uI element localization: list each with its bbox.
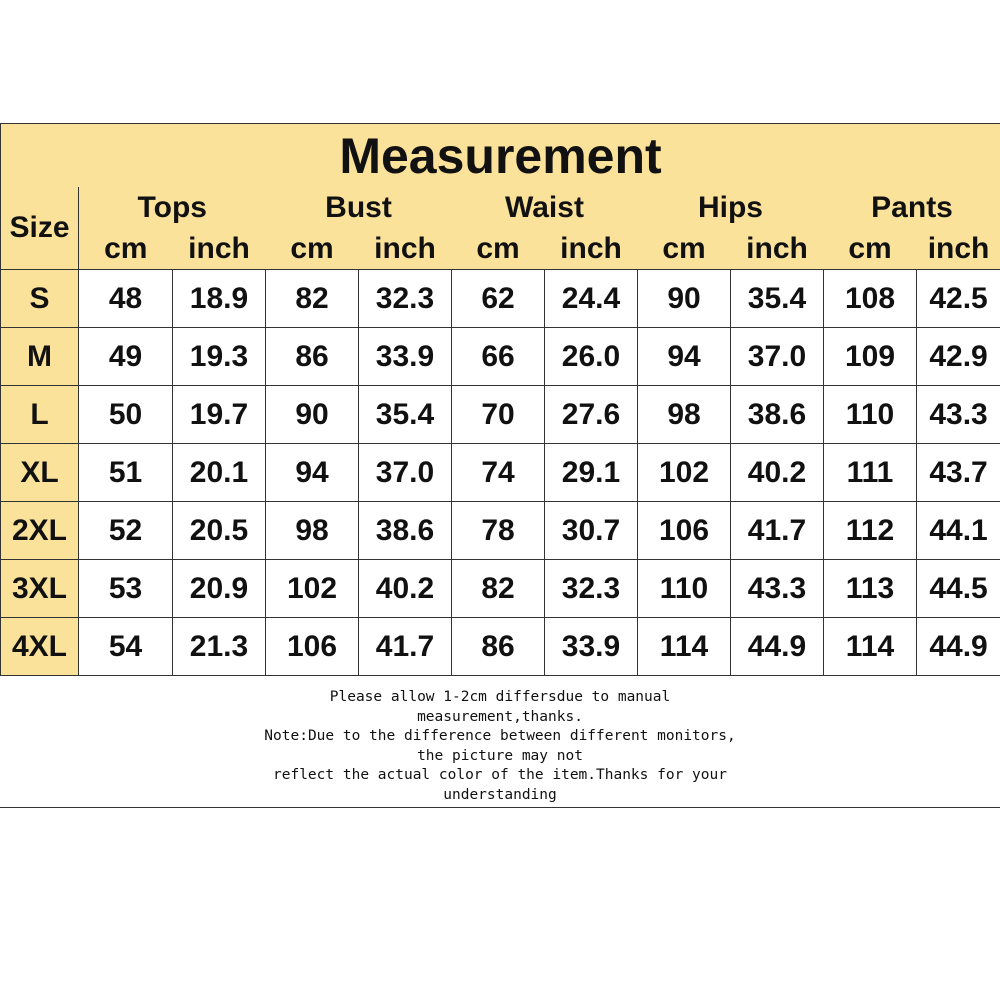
measurement-cell: 98 — [638, 386, 731, 444]
measurement-cell: 41.7 — [359, 618, 452, 676]
measurement-cell: 48 — [79, 270, 173, 328]
note-line: Please allow 1-2cm differsdue to manual — [329, 689, 671, 705]
measurement-cell: 90 — [638, 270, 731, 328]
measurement-cell: 35.4 — [731, 270, 824, 328]
table-row — [1, 444, 1000, 502]
measurement-cell: 52 — [79, 502, 173, 560]
measurement-cell: 74 — [452, 444, 545, 502]
measurement-cell: 20.1 — [173, 444, 266, 502]
measurement-cell: 82 — [452, 560, 545, 618]
measurement-cell: 43.7 — [917, 444, 1000, 502]
measurement-cell: 19.7 — [173, 386, 266, 444]
measurement-cell: 102 — [638, 444, 731, 502]
unit-header-inch: inch — [359, 229, 452, 270]
measurement-cell: 82 — [266, 270, 359, 328]
note-line: the picture may not — [417, 747, 583, 764]
table-row — [1, 618, 1000, 676]
measurement-cell: 51 — [79, 444, 173, 502]
measurement-cell: 106 — [638, 502, 731, 560]
measurement-cell: 37.0 — [731, 328, 824, 386]
measurement-cell: 94 — [638, 328, 731, 386]
measurement-cell: 26.0 — [545, 328, 638, 386]
measurement-cell: 30.7 — [545, 502, 638, 560]
measurement-cell: 109 — [824, 328, 917, 386]
measurement-cell: 33.9 — [545, 618, 638, 676]
measurement-cell: 43.3 — [917, 386, 1000, 444]
measurement-cell: 114 — [638, 618, 731, 676]
measurement-cell: 29.1 — [545, 444, 638, 502]
measurement-cell: 35.4 — [359, 386, 452, 444]
group-header-tops: Tops — [79, 187, 266, 229]
measurement-cell: 44.1 — [917, 502, 1000, 560]
table-row — [1, 328, 1000, 386]
size-label: L — [1, 386, 79, 444]
note-line: reflect the actual color of the item.Thanks for your — [273, 767, 727, 784]
measurement-cell: 86 — [452, 618, 545, 676]
table-row — [1, 386, 1000, 444]
size-chart-table — [0, 123, 1000, 676]
unit-header-cm: cm — [266, 229, 359, 270]
measurement-cell: 38.6 — [359, 502, 452, 560]
measurement-cell: 27.6 — [545, 386, 638, 444]
size-label: 4XL — [1, 618, 79, 676]
measurement-cell: 49 — [79, 328, 173, 386]
size-label: 3XL — [1, 560, 79, 618]
measurement-cell: 37.0 — [359, 444, 452, 502]
measurement-cell: 78 — [452, 502, 545, 560]
unit-header-cm: cm — [79, 229, 173, 270]
measurement-cell: 24.4 — [545, 270, 638, 328]
measurement-cell: 53 — [79, 560, 173, 618]
measurement-cell: 54 — [79, 618, 173, 676]
measurement-cell: 20.9 — [173, 560, 266, 618]
measurement-cell: 42.9 — [917, 328, 1000, 386]
group-header-pants: Pants — [824, 187, 1000, 229]
size-label: 2XL — [1, 502, 79, 560]
size-column-header: Size — [1, 187, 79, 270]
measurement-cell: 114 — [824, 618, 917, 676]
measurement-cell: 44.9 — [731, 618, 824, 676]
unit-header-inch: inch — [173, 229, 266, 270]
chart-title: Measurement — [1, 124, 1000, 188]
measurement-cell: 113 — [824, 560, 917, 618]
measurement-cell: 112 — [824, 502, 917, 560]
measurement-cell: 40.2 — [731, 444, 824, 502]
measurement-cell: 90 — [266, 386, 359, 444]
group-header-hips: Hips — [638, 187, 824, 229]
size-label: M — [1, 328, 79, 386]
measurement-cell: 110 — [824, 386, 917, 444]
measurement-cell: 94 — [266, 444, 359, 502]
size-label: S — [1, 270, 79, 328]
measurement-cell: 18.9 — [173, 270, 266, 328]
measurement-cell: 70 — [452, 386, 545, 444]
measurement-cell: 111 — [824, 444, 917, 502]
measurement-cell: 33.9 — [359, 328, 452, 386]
measurement-cell: 50 — [79, 386, 173, 444]
measurement-cell: 20.5 — [173, 502, 266, 560]
measurement-cell: 44.5 — [917, 560, 1000, 618]
group-header-bust: Bust — [266, 187, 452, 229]
table-row — [1, 560, 1000, 618]
measurement-cell: 38.6 — [731, 386, 824, 444]
note-line: measurement,thanks. — [417, 708, 583, 725]
measurement-cell: 40.2 — [359, 560, 452, 618]
measurement-cell: 110 — [638, 560, 731, 618]
measurement-cell: 66 — [452, 328, 545, 386]
measurement-cell: 108 — [824, 270, 917, 328]
measurement-note — [0, 688, 1000, 808]
unit-header-cm: cm — [638, 229, 731, 270]
unit-header-cm: cm — [452, 229, 545, 270]
measurement-cell: 19.3 — [173, 328, 266, 386]
measurement-cell: 102 — [266, 560, 359, 618]
measurement-cell: 106 — [266, 618, 359, 676]
unit-header-cm: cm — [824, 229, 917, 270]
measurement-cell: 43.3 — [731, 560, 824, 618]
measurement-cell: 41.7 — [731, 502, 824, 560]
measurement-cell: 86 — [266, 328, 359, 386]
size-label: XL — [1, 444, 79, 502]
measurement-cell: 32.3 — [359, 270, 452, 328]
measurement-cell: 32.3 — [545, 560, 638, 618]
unit-header-inch: inch — [917, 229, 1000, 270]
measurement-cell: 62 — [452, 270, 545, 328]
measurement-cell: 21.3 — [173, 618, 266, 676]
table-row — [1, 502, 1000, 560]
measurement-cell: 98 — [266, 502, 359, 560]
note-line: understanding — [443, 786, 557, 803]
measurement-cell: 44.9 — [917, 618, 1000, 676]
note-line: Note:Due to the difference between different monitors, — [264, 728, 736, 745]
group-header-waist: Waist — [452, 187, 638, 229]
unit-header-inch: inch — [731, 229, 824, 270]
measurement-cell: 42.5 — [917, 270, 1000, 328]
unit-header-inch: inch — [545, 229, 638, 270]
table-row — [1, 270, 1000, 328]
